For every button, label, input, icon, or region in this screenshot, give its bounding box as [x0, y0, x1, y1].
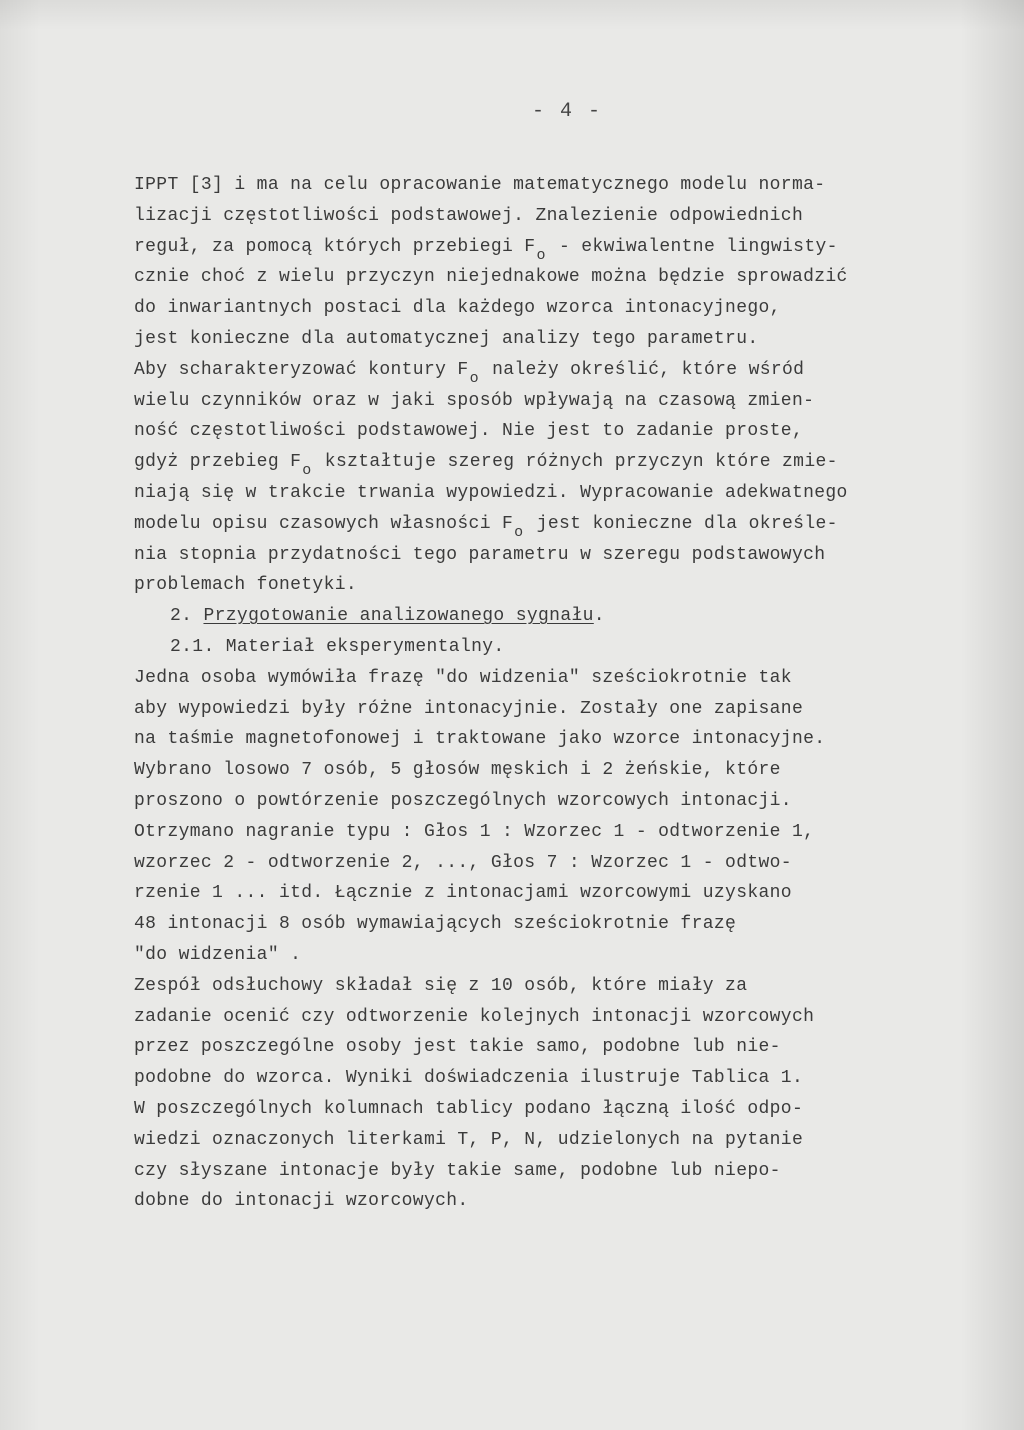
- text-line: ność częstotliwości podstawowej. Nie jest to zadanie proste,: [134, 421, 804, 442]
- text-line: niają się w trakcie trwania wypowiedzi. Wypracowanie adekwatnego: [134, 482, 848, 503]
- text-line: czy słyszane intonacje były takie same, podobne lub niepo-: [134, 1160, 781, 1181]
- text-line: jest konieczne dla automatycznej analizy tego parametru.: [134, 328, 759, 349]
- section-number: 2.: [170, 606, 204, 627]
- text-line: "do widzenia" .: [134, 944, 302, 965]
- text-line: IPPT [3] i ma na celu opracowanie matematycznego modelu norma-: [134, 175, 826, 195]
- subscript-o: o: [536, 246, 546, 264]
- text-line: wielu czynników oraz w jaki sposób wpływają na czasową zmien-: [134, 390, 815, 411]
- text-line-end: należy określić, które wśród: [480, 359, 805, 380]
- text-line: zadanie ocenić czy odtworzenie kolejnych intonacji wzorcowych: [134, 1006, 815, 1027]
- text-line: proszono o powtórzenie poszczególnych wzorcowych intonacji.: [134, 790, 792, 811]
- text-line: podobne do wzorca. Wyniki doświadczenia ilustruje Tablica 1.: [134, 1068, 804, 1089]
- text-line: wzorzec 2 - odtworzenie 2, ..., Głos 7 : Wzorzec 1 - odtwo-: [134, 852, 792, 873]
- text-line: [134, 232, 914, 263]
- text-line: do inwariantnych postaci dla każdego wzorca intonacyjnego,: [134, 298, 781, 319]
- text-line-start: Aby scharakteryzować kontury F: [134, 359, 469, 380]
- text-line: Zespół odsłuchowy składał się z 10 osób, które miały za: [134, 975, 748, 996]
- text-line: Wybrano losowo 7 osób, 5 głosów męskich i 2 żeńskie, które: [134, 760, 781, 781]
- text-line: cznie choć z wielu przyczyn niejednakowe można będzie sprowadzić: [134, 267, 848, 288]
- text-line: rzenie 1 ... itd. Łącznie z intonacjami wzorcowymi uzyskano: [134, 883, 792, 904]
- text-line: Jedna osoba wymówiła frazę "do widzenia" sześciokrotnie tak: [134, 667, 792, 688]
- text-line-start: modelu opisu czasowych własności F: [134, 513, 514, 534]
- text-line-start: reguł, za pomocą których przebiegi F: [134, 236, 536, 257]
- text-line: przez poszczególne osoby jest takie samo, podobne lub nie-: [134, 1037, 781, 1058]
- text-line: lizacji częstotliwości podstawowej. Znalezienie odpowiednich: [134, 205, 804, 226]
- page-number: - 4 -: [532, 100, 603, 123]
- section-heading: [134, 601, 914, 632]
- section-title: Przygotowanie analizowanego sygnału: [203, 606, 594, 627]
- text-line-end: - ekwiwalentne lingwisty-: [547, 236, 838, 257]
- text-line: [134, 447, 914, 478]
- section-title-end: .: [593, 606, 605, 627]
- text-line: wiedzi oznaczonych literkami T, P, N, udzielonych na pytanie: [134, 1129, 804, 1150]
- text-line: problemach fonetyki.: [134, 575, 358, 596]
- text-line: aby wypowiedzi były różne intonacyjnie. Zostały one zapisane: [134, 698, 804, 719]
- text-line: dobne do intonacji wzorcowych.: [134, 1191, 469, 1212]
- text-line: Otrzymano nagranie typu : Głos 1 : Wzorzec 1 - odtworzenie 1,: [134, 821, 815, 842]
- text-line: nia stopnia przydatności tego parametru w szeregu podstawowych: [134, 544, 826, 565]
- text-line: na taśmie magnetofonowej i traktowane jako wzorce intonacyjne.: [134, 729, 826, 750]
- text-line: 48 intonacji 8 osób wymawiających sześciokrotnie frazę: [134, 914, 737, 935]
- text-line-end: kształtuje szereg różnych przyczyn które zmie-: [313, 452, 838, 473]
- subscript-o: o: [514, 523, 524, 541]
- text-line: [134, 509, 914, 540]
- subscript-o: o: [469, 369, 479, 387]
- text-line-end: jest konieczne dla określe-: [525, 513, 838, 534]
- text-line-start: gdyż przebieg F: [134, 452, 302, 473]
- subsection-heading: 2.1. Materiał eksperymentalny.: [170, 636, 505, 657]
- body-text: [134, 170, 914, 1217]
- text-line: W poszczególnych kolumnach tablicy podano łączną ilość odpo-: [134, 1098, 804, 1119]
- subscript-o: o: [302, 462, 312, 480]
- text-line: [134, 355, 914, 386]
